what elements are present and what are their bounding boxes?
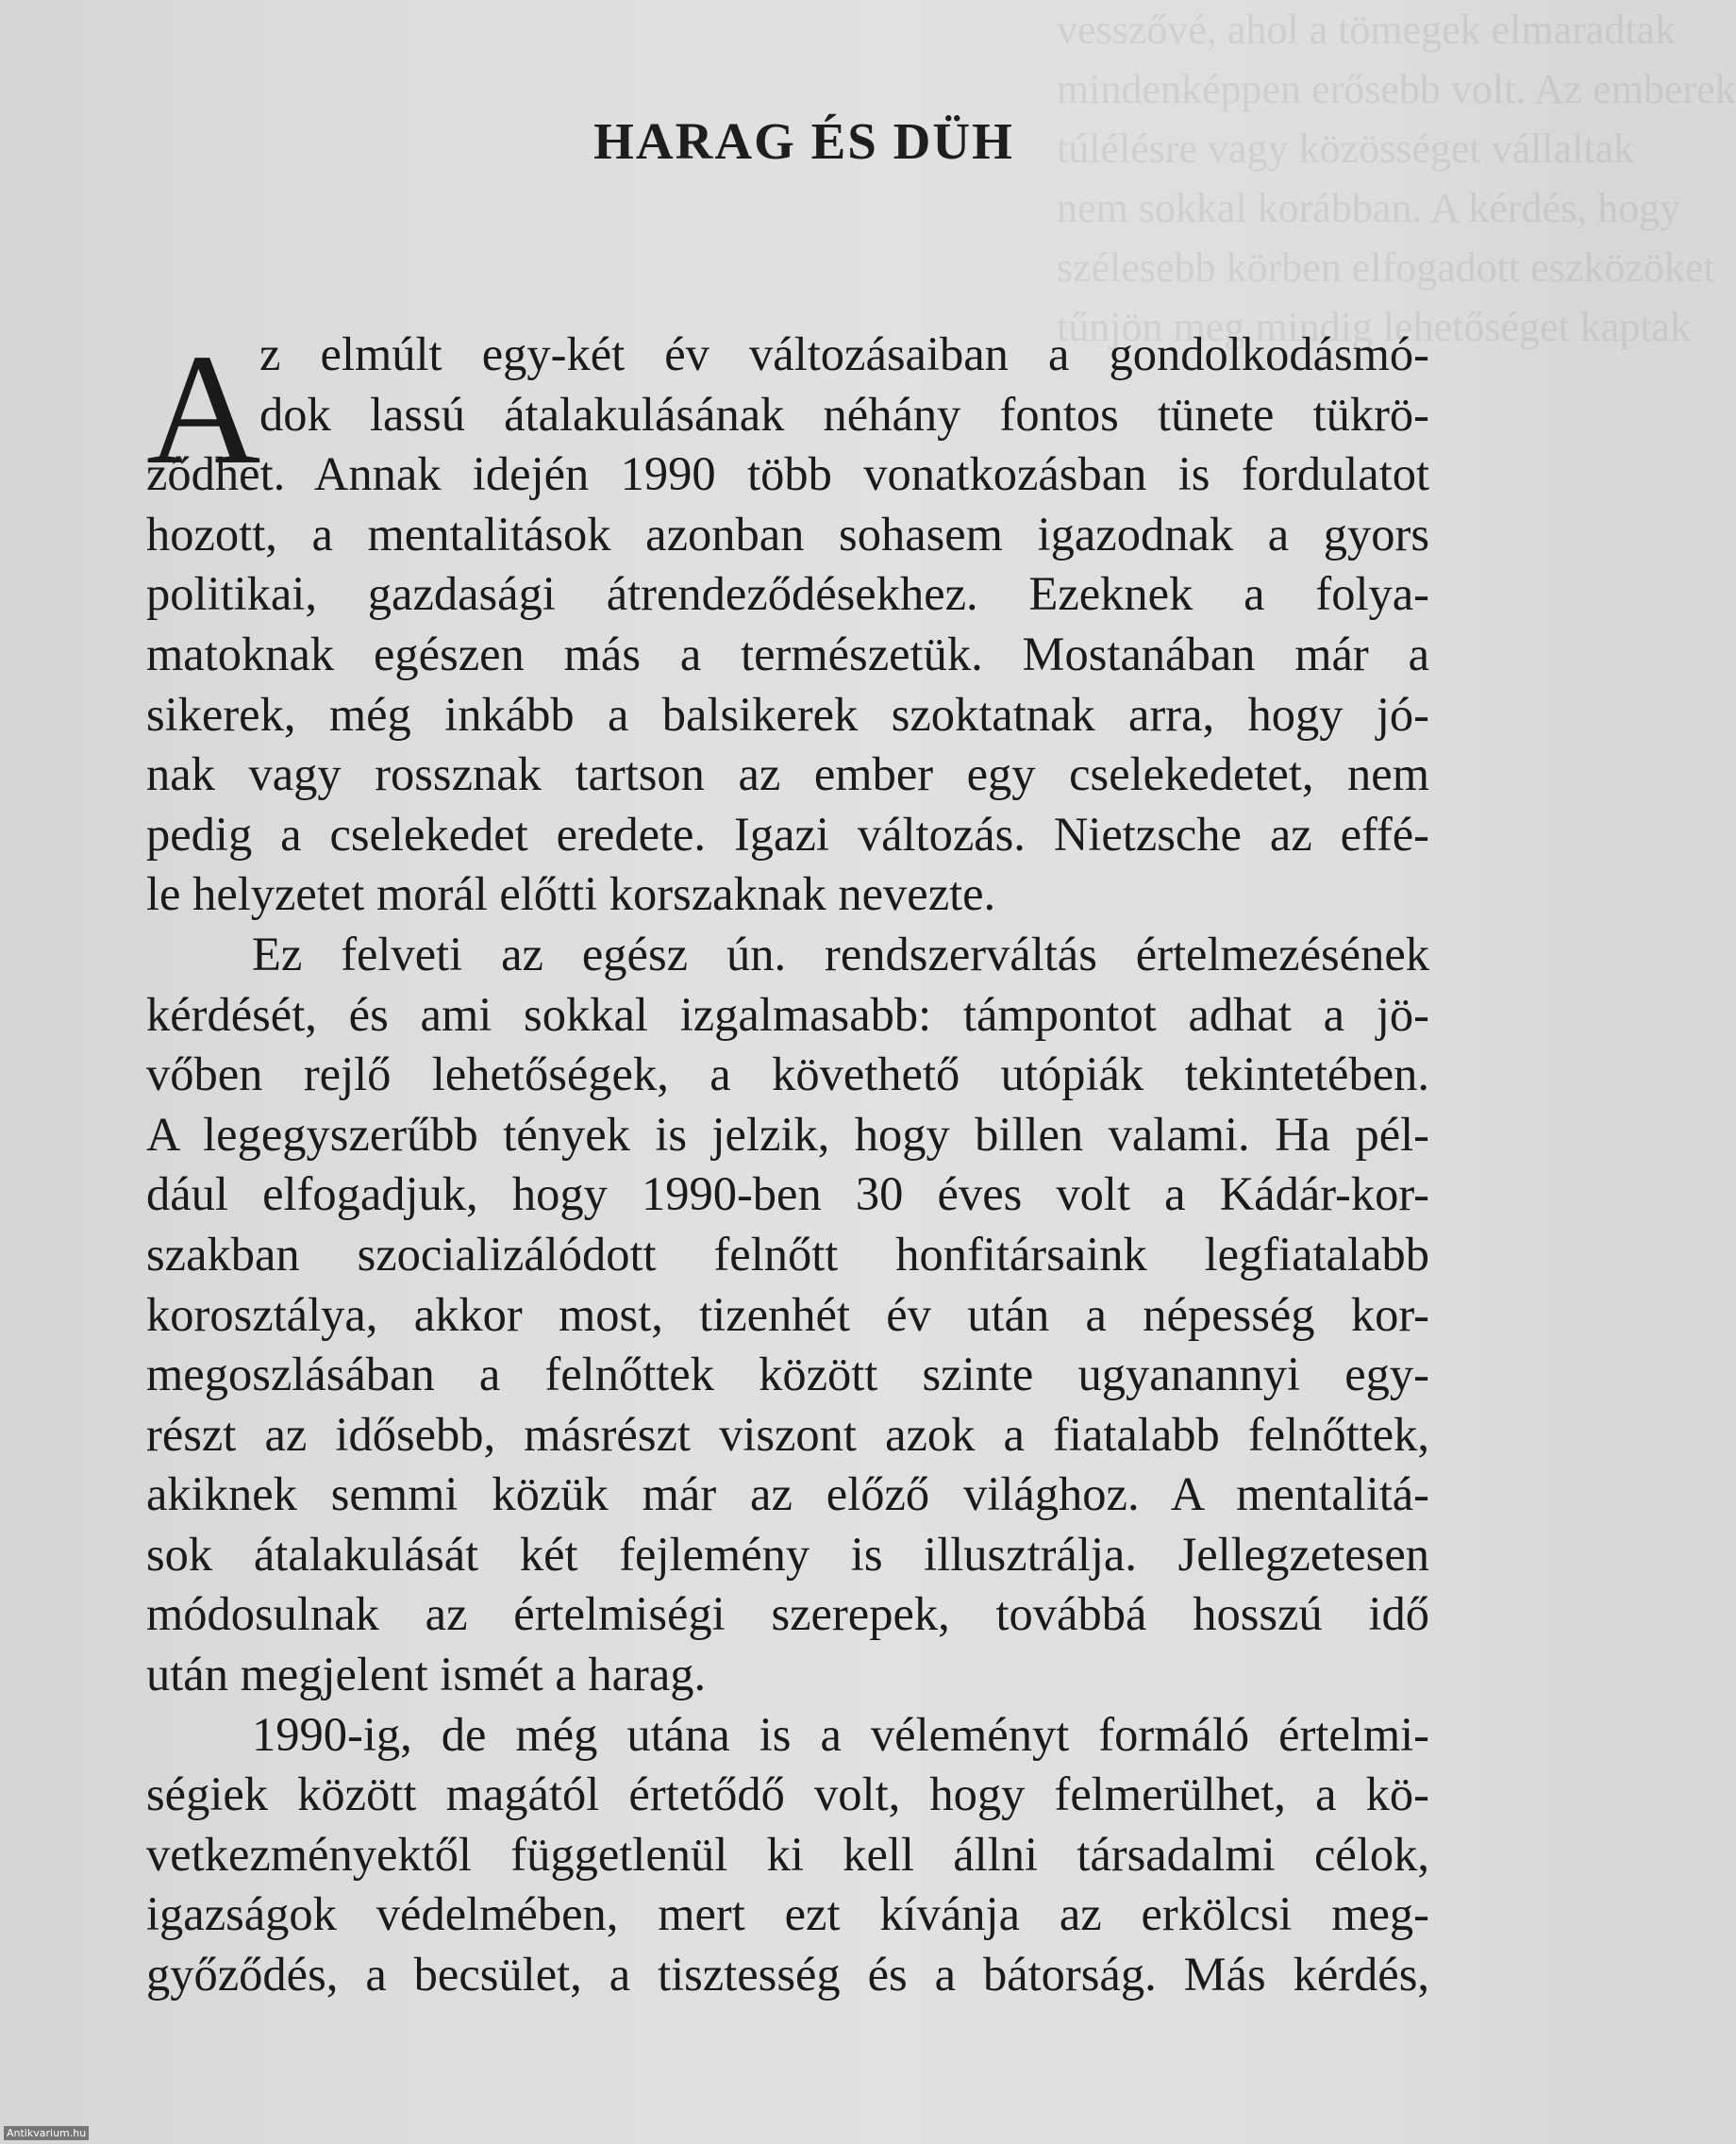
chapter-title: HARAG ÉS DÜH: [593, 112, 1014, 170]
text-line: módosulnak az értelmiségi szerepek, továbbá hosszú idő: [146, 1587, 1429, 1641]
text-line: részt az idősebb, másrészt viszont azok a fiatalabb felnőttek,: [146, 1407, 1429, 1461]
text-line: sikerek, még inkább a balsikerek szoktatnak arra, hogy jó-: [146, 687, 1429, 741]
text-line: korosztálya, akkor most, tizenhét év után a népesség kor-: [146, 1287, 1429, 1341]
text-line: megoszlásában a felnőttek között szinte ugyanannyi egy-: [146, 1348, 1429, 1401]
watermark: Antikvarium.hu: [4, 2126, 89, 2140]
text-line: vetkezményektől függetlenül ki kell állni társadalmi célok,: [146, 1827, 1429, 1881]
text-line: kérdését, és ami sokkal izgalmasabb: támpontot adhat a jö-: [146, 987, 1429, 1041]
paragraph-3: [146, 1705, 1429, 2005]
text-line: dok lassú átalakulásának néhány fontos tünete tükrö-: [259, 387, 1429, 441]
drop-cap: A: [146, 322, 261, 497]
text-line: ségiek között magától értetődő volt, hogy felmerülhet, a kö-: [146, 1767, 1429, 1821]
text-line: hozott, a mentalitások azonban sohasem igazodnak a gyors: [146, 507, 1429, 561]
text-line: szakban szocializálódott felnőtt honfitársaink legfiatalabb: [146, 1227, 1429, 1281]
paragraph-1: [146, 322, 1429, 925]
text-line: igazságok védelmében, mert ezt kívánja az erkölcsi meg-: [146, 1887, 1429, 1941]
body-text: [146, 322, 1429, 2005]
text-line: Ez felveti az egész ún. rendszerváltás értelmezésének: [252, 927, 1429, 980]
text-line: nak vagy rossznak tartson az ember egy cselekedetet, nem: [146, 747, 1429, 801]
text-line: 1990-ig, de még utána is a véleményt formáló értelmi-: [252, 1707, 1429, 1761]
text-line: akiknek semmi közük már az előző világhoz. A mentalitá-: [146, 1467, 1429, 1521]
text-line: sok átalakulását két fejlemény is illusztrálja. Jellegzetesen: [146, 1527, 1429, 1581]
text-line: matoknak egészen más a természetük. Mostanában már a: [146, 627, 1429, 680]
text-line: után megjelent ismét a harag.: [146, 1648, 707, 1701]
text-line: pedig a cselekedet eredete. Igazi változás. Nietzsche az effé-: [146, 807, 1429, 861]
text-line: politikai, gazdasági átrendeződésekhez. Ezeknek a folya-: [146, 567, 1429, 621]
text-line: vőben rejlő lehetőségek, a követhető utópiák tekintetében.: [146, 1047, 1429, 1101]
text-line: le helyzetet morál előtti korszaknak nevezte.: [146, 867, 996, 921]
bleed-through-text: vesszővé, ahol a tömegek elmaradtak mindenképpen erősebb volt. Az emberek túlélésre vagy közösséget vállaltak nem sokkal korábban. A kérdés, hogy szélesebb körben elfogadott eszközöket tűnjön meg mindig lehetőséget kaptak: [1057, 7, 1736, 350]
text-line: ződhet. Annak idején 1990 több vonatkozásban is fordulatot: [146, 447, 1429, 501]
text-line: A legegyszerűbb tények is jelzik, hogy billen valami. Ha pél-: [146, 1107, 1429, 1161]
text-line: dául elfogadjuk, hogy 1990-ben 30 éves volt a Kádár-kor-: [146, 1167, 1429, 1221]
text-line: győződés, a becsület, a tisztesség és a bátorság. Más kérdés,: [146, 1948, 1429, 2002]
text-line: z elmúlt egy-két év változásaiban a gondolkodásmó-: [259, 327, 1429, 380]
paragraph-2: [146, 925, 1429, 1705]
